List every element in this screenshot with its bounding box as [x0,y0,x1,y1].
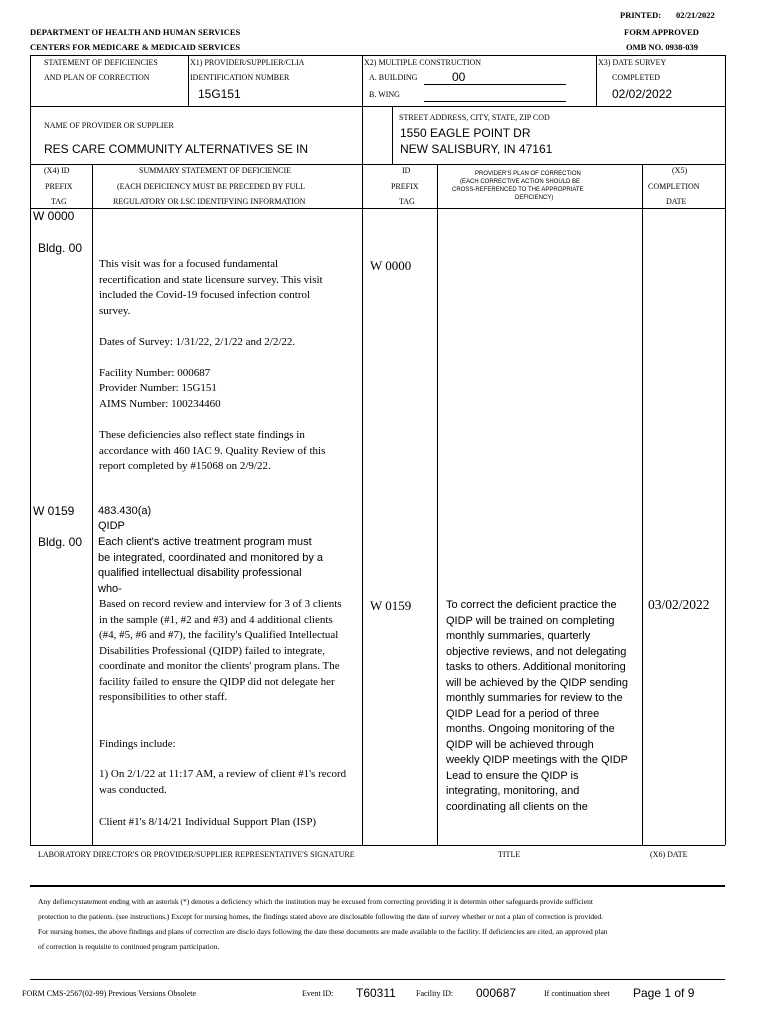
w0159-findings-include: Findings include: [99,738,176,750]
disclaimer-note: Any defiencystatement ending with an asterisk (*) denotes a deficiency which the institution may be excused from correcting providing it is determin other safeguards provide sufficient protection to the patients. (see instructions.) Except for nursing homes, the findings stated above are disclosable following the date of survey whether or not a plan of correction is provided. For nursing homes, the above findings and plans of correction are disclo days following the date these documents are made available to the facility. If deficiencies are cited, an approved plan of correction is requisite to continued program participation. [38,897,608,951]
centers-title: CENTERS FOR MEDICARE & MEDICAID SERVICES [30,42,241,52]
w0159-item-1: 1) On 2/1/22 at 11:17 AM, a review of client #1's record was conducted. [99,768,347,796]
w0159-right-tag: W 0159 [370,598,412,613]
x4-tag-label: TAG [51,197,67,206]
x3-label-2: COMPLETED [612,73,660,82]
page-number: Page 1 of 9 [633,986,695,1000]
summary-header-1: SUMMARY STATEMENT OF DEFICIENCIE [139,166,292,175]
title-label: TITLE [498,850,521,859]
x6-date-label: (X6) DATE [650,850,688,859]
plan-header-2: (EACH CORRECTIVE ACTION SHOULD BE [460,179,581,185]
form-approved: FORM APPROVED [624,27,699,37]
x4-prefix-label: PREFIX [45,182,73,191]
tag-label: TAG [399,197,415,206]
w0159-item-2: Client #1's 8/14/21 Individual Support Plan (ISP) [99,816,317,828]
x5-label: (X5) [672,166,688,175]
summary-header-2: (EACH DEFICIENCY MUST BE PRECEDED BY FULL [117,182,306,191]
w0000-building: Bldg. 00 [38,241,83,255]
street-address-line-1: 1550 EAGLE POINT DR [400,126,531,140]
w0159-building: Bldg. 00 [38,535,83,549]
w0000-state-findings: These deficiencies also reflect state findings in accordance with 460 IAC 9. Quality Review of this report completed by #15068 on 2/9/22. [99,429,326,472]
x1-label-1: X1) PROVIDER/SUPPLIER/CLIA [190,58,305,67]
w0000-intro: This visit was for a focused fundamental recertification and state licensure survey. This visit included the Covid-19 focused infection control survey. [99,258,323,317]
prefix-label: PREFIX [391,182,419,191]
w0000-survey-dates: Dates of Survey: 1/31/22, 2/1/22 and 2/2/22. [99,336,296,348]
building-value: 00 [452,70,466,84]
w0159-plan-of-correction: To correct the deficient practice the QIDP will be trained on completing monthly summaries, quarterly objective reviews, and not delegating tasks to others. Additional monitoring will be achieved by the QIDP sending monthly summaries for review to the QIDP Lead for a period of three months. Ongoing monitoring of the QIDP will be achieved through weekly QIDP meetings with the QIDP Lead to ensure the QIDP is integrating, monitoring, and coordinating all clients on the [446,599,629,813]
x2-label: X2) MULTIPLE CONSTRUCTION [364,58,482,67]
plan-header-1: PROVIDER'S PLAN OF CORRECTION [475,171,581,177]
w0159-title: QIDP [98,520,125,532]
printed-date: 02/21/2022 [676,10,715,20]
w0000-provider-number: Provider Number: 15G151 [99,382,217,394]
date-label: DATE [666,197,687,206]
signature-label: LABORATORY DIRECTOR'S OR PROVIDER/SUPPLIER REPRESENTATIVE'S SIGNATURE [38,850,355,859]
wing-label: B. WING [369,90,400,99]
facility-id-label: Facility ID: [416,989,454,998]
plan-header-4: DEFICIENCY) [515,195,554,201]
printed-label: PRINTED: [620,10,662,20]
w0159-completion-date: 03/02/2022 [648,597,710,612]
w0159-finding: Based on record review and interview for 3 of 3 clients in the sample (#1, #2 and #3) and 4 additional clients (#4, #5, #6 and #7), the facility's Qualified Intellectual Disabilities Professional (QIDP) failed to integrate, coordinate and monitor the clients' program plans. The facility failed to ensure the QIDP did not delegate her responsibilities to other staff. [99,598,342,703]
w0159-regulation-text: Each client's active treatment program must be integrated, coordinated and monitored by a qualified intellectual disability professional who- [98,536,324,595]
w0000-right-tag: W 0000 [370,258,412,273]
x3-label-1: X3) DATE SURVEY [598,58,667,67]
w0000-facility-number: Facility Number: 000687 [99,367,211,379]
completion-label: COMPLETION [648,182,700,191]
provider-id-value: 15G151 [198,87,241,101]
survey-date-value: 02/02/2022 [612,87,673,101]
event-id-label: Event ID: [302,989,334,998]
plan-header-3: CROSS-REFERENCED TO THE APPROPRIATE [452,187,584,193]
provider-name-value: RES CARE COMMUNITY ALTERNATIVES SE IN [44,142,309,156]
facility-id-value: 000687 [476,986,517,1000]
statement-label-1: STATEMENT OF DEFICIENCIES [44,58,158,67]
omb-number: OMB NO. 0938-039 [626,42,699,52]
w0000-aims-number: AIMS Number: 100234460 [99,398,221,410]
provider-name-label: NAME OF PROVIDER OR SUPPLIER [44,121,174,130]
statement-label-2: AND PLAN OF CORRECTION [44,73,150,82]
street-address-label: STREET ADDRESS, CITY, STATE, ZIP COD [399,113,550,122]
street-address-line-2: NEW SALISBURY, IN 47161 [400,142,553,156]
x1-label-2: IDENTIFICATION NUMBER [190,73,290,82]
form-number: FORM CMS-2567(02-99) Previous Versions Obsolete [22,989,197,998]
x4-id-label: (X4) ID [44,166,70,175]
w0159-tag: W 0159 [33,504,75,518]
w0159-regulation: 483.430(a) [98,505,152,517]
id-label: ID [402,166,411,175]
building-label: A. BUILDING [369,73,418,82]
w0000-tag: W 0000 [33,209,75,223]
summary-header-3: REGULATORY OR LSC IDENTIFYING INFORMATION [113,197,306,206]
continuation-label: If continuation sheet [544,989,610,998]
department-title: DEPARTMENT OF HEALTH AND HUMAN SERVICES [30,27,241,37]
event-id-value: T60311 [356,986,396,1000]
